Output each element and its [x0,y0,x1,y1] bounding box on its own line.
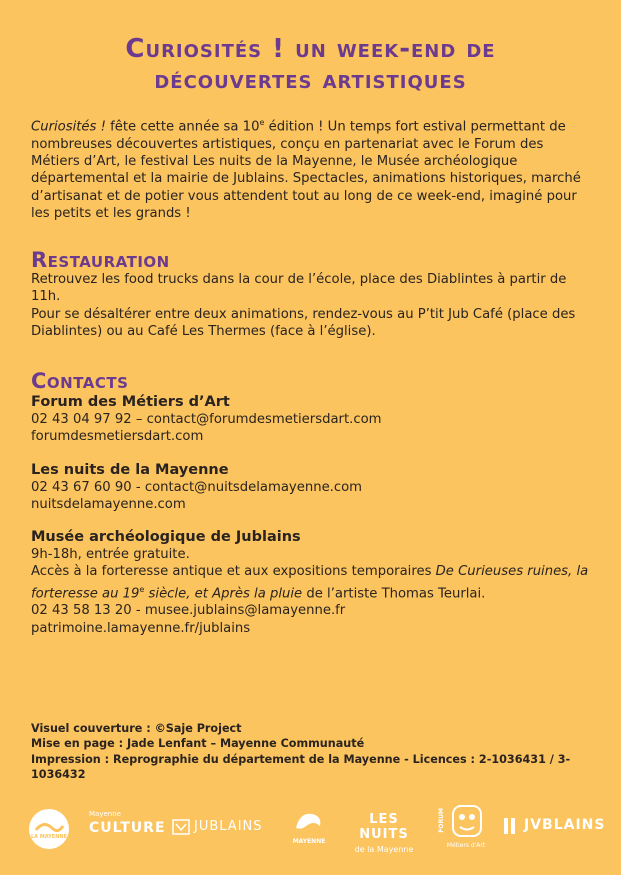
contact-forum-line2[interactable]: forumdesmetiersdart.com [31,429,204,445]
mayenne-culture-top: Mayenne [89,810,121,818]
contact-forum-line1[interactable]: 02 43 04 97 92 – contact@forumdesmetiersdart.com [31,412,382,427]
intro-text-a: fête cette année sa 10 [105,119,260,135]
contacts-heading: Contacts [31,369,129,393]
jublains-mairie-logo [172,816,274,838]
contact-musee-line3[interactable]: 02 43 58 13 20 - musee.jublains@lamayenne.fr [31,603,346,619]
mayenne-department-logo [28,808,70,850]
access-text-b: de l’artiste Thomas Teurlai. [302,585,486,601]
restauration-heading: Restauration [31,248,170,272]
nuits-mayenne-logo [345,812,423,854]
contact-nuits-name: Les nuits de la Mayenne [31,462,229,478]
mayenne-department-label: LA MAYENNE [31,834,67,840]
intro-sup: e [259,118,265,127]
restauration-p1: Retrouvez les food trucks dans la cour de l’école, place des Diablintes à partir de 11h. [31,272,567,305]
contact-nuits [31,461,596,514]
access-italic-2: siècle, et Après la pluie [144,585,303,601]
jublains-musee-logo [502,814,606,840]
restauration-block [31,271,596,340]
jublains-crest-icon [172,818,190,836]
restauration-p2: Pour se désaltérer entre deux animations, rendez-vous au P’tit Jub Café (place des Diablintes) ou au Café Les Thermes (face à l’église). [31,306,576,339]
forum-mask-icon [450,804,484,838]
mayenne-communaute-label: MAYENNE [292,838,326,845]
intro-paragraph [31,114,596,222]
contact-forum-name: Forum des Métiers d’Art [31,394,230,410]
credits-line2: Mise en page : Jade Lenfant – Mayenne Communauté [31,737,365,751]
nuits-logo-top: LES NUITS [359,812,409,842]
partner-logos [0,800,621,852]
page-title [0,34,621,96]
contact-musee-name: Musée archéologique de Jublains [31,529,301,545]
title-line-1: Curiosités ! un week-end de [125,34,496,64]
access-text-a: Accès à la forteresse antique et aux expositions temporaires [31,564,436,580]
forum-side-label: FORUM [438,808,445,833]
credits-line3: Impression : Reprographie du département de la Mayenne - Licences : 2-1036431 / 3-1036432 [31,752,571,781]
mayenne-culture-logo [89,810,166,848]
contact-musee-hours: 9h-18h, entrée gratuite. [31,547,190,562]
mayenne-department-badge-icon [28,808,70,850]
forum-metiers-art-logo [438,804,488,852]
access-italic-1: De Curieuses ruines, la forteresse au 19 [31,564,589,601]
jublains-musee-label: JVBLAINS [524,817,606,833]
jublains-mairie-label: JUBLAINS [194,819,263,834]
nuits-logo-bottom: de la Mayenne [354,845,414,854]
credits-line1: Visuel couverture : ©Saje Project [31,722,242,735]
contact-musee-line4[interactable]: patrimoine.lamayenne.fr/jublains [31,620,251,636]
contact-forum [31,393,596,446]
title-line-2: découvertes artistiques [154,65,467,95]
access-sup: e [139,584,145,594]
jublains-pillar-icon [502,816,522,836]
intro-italic-lead: Curiosités ! [31,119,106,135]
contact-musee-access [31,563,596,602]
mayenne-communaute-logo [292,806,326,850]
contact-nuits-line2[interactable]: nuitsdelamayenne.com [31,497,186,513]
contact-nuits-line1[interactable]: 02 43 67 60 90 - contact@nuitsdelamayenne.com [31,480,363,495]
credits [31,721,591,782]
mayenne-culture-main: CULTURE [89,820,166,836]
contact-musee [31,528,596,637]
mayenne-communaute-bird-icon [292,806,326,838]
intro-text-b: édition ! Un temps fort estival permettant de nombreuses découvertes artistiques, conçu en partenariat avec le Forum des Métiers d’Art, le festival Les nuits de la Mayenne, le Musée archéologique départemental et la mairie de Jublains. Spectacles, animations historiques, marché d’artisanat et de potier vous attendent tout au long de ce week-end, imaginé pour les petits et les grands ! [31,119,581,221]
forum-bottom-label: Métiers d'Art [446,842,486,849]
